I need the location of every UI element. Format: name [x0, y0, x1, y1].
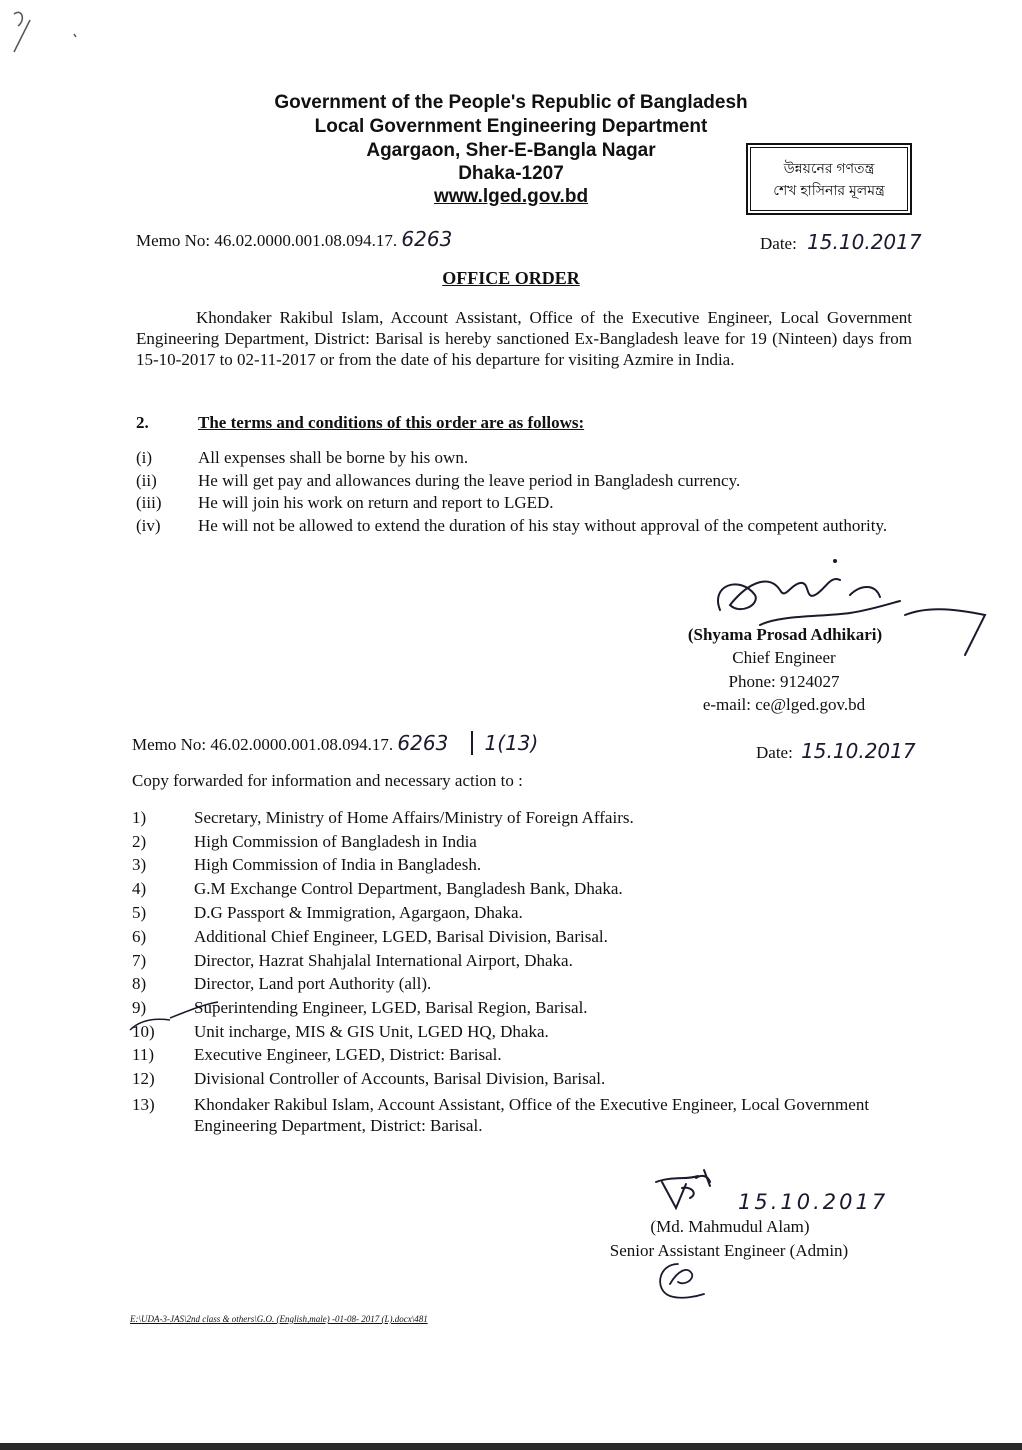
header-city: Dhaka-1207 [458, 163, 564, 184]
slogan-line-2: শেখ হাসিনার মূলমন্ত্র [773, 182, 885, 198]
signatory-1-name: (Shyama Prosad Adhikari) [687, 625, 883, 644]
copy-forwarded-line: Copy forwarded for information and necessary action to : [132, 771, 523, 790]
slogan-badge-inner [750, 147, 908, 211]
recipient-text: Superintending Engineer, LGED, Barisal Region, Barisal. [194, 998, 588, 1017]
recipient-number: 7) [132, 951, 147, 970]
recipient-text: Director, Land port Authority (all). [194, 974, 432, 993]
recipient-number: 2) [132, 832, 147, 851]
recipient-text: Director, Hazrat Shahjalal International Airport, Dhaka. [194, 951, 573, 970]
recipient-number: 10) [132, 1022, 155, 1041]
recipient-text: Additional Chief Engineer, LGED, Barisal Division, Barisal. [194, 927, 608, 946]
recipient-number: 11) [132, 1045, 155, 1064]
memo-number-1 [136, 229, 452, 251]
recipient-number: 3) [132, 855, 147, 874]
recipient-text: Secretary, Ministry of Home Affairs/Ministry of Foreign Affairs. [194, 808, 634, 827]
date-label: Date: [756, 743, 793, 762]
term-text: He will get pay and allowances during the leave period in Bangladesh currency. [198, 471, 741, 490]
memo-prefix: Memo No: 46.02.0000.001.08.094.17. [132, 735, 394, 754]
recipient-text: Divisional Controller of Accounts, Barisal Division, Barisal. [194, 1069, 606, 1088]
scan-edge-band [0, 1443, 1022, 1450]
recipient-number: 6) [132, 927, 147, 946]
received-initial-mark [648, 1256, 708, 1306]
header-website-link[interactable]: www.lged.gov.bd [433, 186, 589, 207]
footer-file-path: E:\UDA-3-JAS\2nd class & others\G.O. (English,male) -01-08- 2017 (L).docx\481 [130, 1314, 428, 1324]
signatory-2-handwritten-date: 15.10.2017 [738, 1190, 889, 1214]
corner-pencil-mark [0, 0, 90, 70]
memo-prefix: Memo No: 46.02.0000.001.08.094.17. [136, 231, 398, 250]
term-number: (iv) [136, 516, 161, 535]
terms-section-number: 2. [136, 413, 149, 432]
memo-date-1 [760, 232, 922, 254]
term-text: He will not be allowed to extend the duration of his stay without approval of the competent authority. [198, 516, 888, 535]
term-number: (ii) [136, 471, 157, 490]
term-number: (iii) [136, 493, 162, 512]
signatory-1-phone: Phone: 9124027 [728, 672, 840, 691]
recipient-number: 12) [132, 1069, 155, 1088]
header-government: Government of the People's Republic of Bangladesh [274, 92, 748, 113]
date-handwritten: 15.10.2017 [801, 739, 916, 763]
pen-tick-marks [110, 990, 230, 1040]
recipient-number: 8) [132, 974, 147, 993]
recipient-text: D.G Passport & Immigration, Agargaon, Dhaka. [194, 903, 523, 922]
recipient-number: 4) [132, 879, 147, 898]
recipient-number: 13) [132, 1095, 155, 1114]
memo-handwritten-suffix: 1(13) [471, 731, 539, 755]
signatory-1-email: e-mail: ce@lged.gov.bd [702, 695, 866, 714]
slogan-badge [746, 143, 912, 215]
assistant-engineer-initials [652, 1168, 732, 1213]
recipient-number: 9) [132, 998, 147, 1017]
recipient-text: Unit incharge, MIS & GIS Unit, LGED HQ, Dhaka. [194, 1022, 549, 1041]
recipient-text: High Commission of Bangladesh in India [194, 832, 477, 851]
recipient-text: Khondaker Rakibul Islam, Account Assistant, Office of the Executive Engineer, Local Government Engineering Department, District: Barisal. [194, 1095, 870, 1135]
signatory-2-title: Senior Assistant Engineer (Admin) [609, 1241, 849, 1260]
header-address: Agargaon, Sher-E-Bangla Nagar [366, 140, 656, 161]
date-handwritten: 15.10.2017 [807, 230, 922, 254]
recipient-number: 5) [132, 903, 147, 922]
recipient-text: Executive Engineer, LGED, District: Barisal. [194, 1045, 502, 1064]
term-number: (i) [136, 448, 153, 467]
header-department: Local Government Engineering Department [314, 116, 708, 137]
date-label: Date: [760, 234, 797, 253]
slogan-line-1: উন্নয়নের গণতন্ত্র [783, 160, 875, 176]
recipient-text: G.M Exchange Control Department, Bangladesh Bank, Dhaka. [194, 879, 623, 898]
recipient-number: 1) [132, 808, 147, 827]
terms-title: The terms and conditions of this order are as follows: [198, 413, 585, 432]
office-order-title: OFFICE ORDER [442, 268, 580, 288]
memo-date-2 [756, 741, 916, 763]
memo-handwritten-number: 6263 [401, 227, 453, 251]
signatory-1-title: Chief Engineer [732, 648, 836, 667]
memo-handwritten-number: 6263 [397, 731, 449, 755]
office-order-paragraph: Khondaker Rakibul Islam, Account Assistant, Office of the Executive Engineer, Local Government Engineering Department, District: Barisal is hereby sanctioned Ex-Bangladesh leave for 19 (Ninteen) days from 15-10-2017 to 02-11-2017 or from the date of his departure for visiting Azmire in India. [136, 308, 912, 369]
term-text: He will join his work on return and report to LGED. [198, 493, 554, 512]
recipient-text: High Commission of India in Bangladesh. [194, 855, 482, 874]
term-text: All expenses shall be borne by his own. [198, 448, 469, 467]
signatory-2-name: (Md. Mahmudul Alam) [650, 1217, 810, 1236]
memo-number-2 [132, 733, 538, 755]
